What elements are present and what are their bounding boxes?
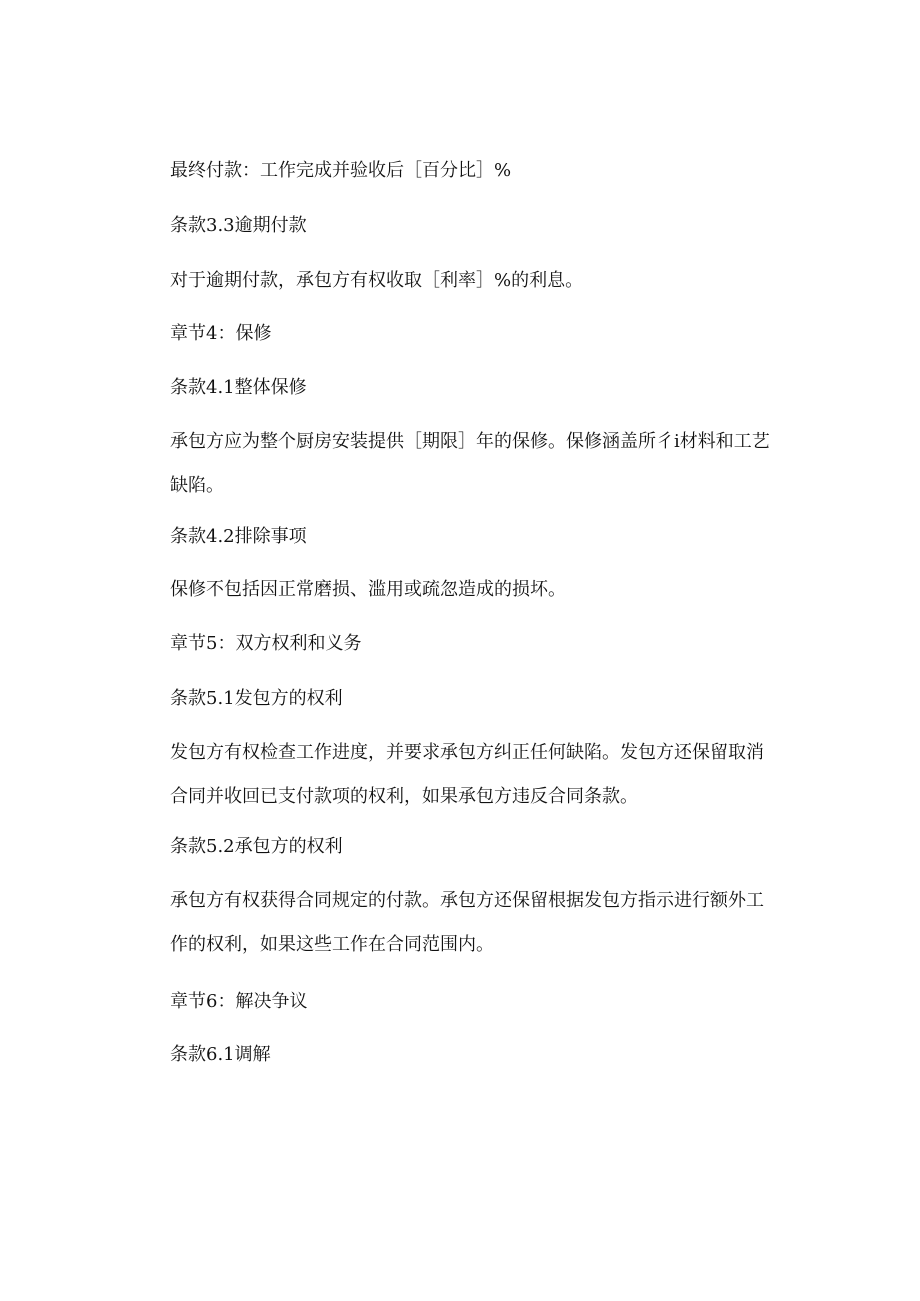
clause-3-3-heading: 条款3.3逾期付款 bbox=[170, 215, 307, 236]
clause-5-1-heading: 条款5.1发包方的权利 bbox=[170, 688, 343, 709]
clause-4-1-body: 承包方应为整个厨房安装提供［期限］年的保修。保修涵盖所彳i材料和工艺缺陷。 bbox=[170, 431, 770, 496]
chapter-5-heading: 章节5：双方权利和义务 bbox=[170, 633, 362, 654]
clause-4-1-heading: 条款4.1整体保修 bbox=[170, 377, 307, 398]
chapter-4-heading: 章节4：保修 bbox=[170, 323, 272, 344]
clause-5-2-body: 承包方有权获得合同规定的付款。承包方还保留根据发包方指示进行额外工作的权利，如果这些工作在合同范围内。 bbox=[170, 890, 764, 955]
clause-5-1-body: 发包方有权检查工作进度，并要求承包方纠正任何缺陷。发包方还保留取消合同并收回已支付款项的权利，如果承包方违反合同条款。 bbox=[170, 742, 764, 807]
clause-6-1-heading: 条款6.1调解 bbox=[170, 1044, 271, 1065]
clause-5-2-heading: 条款5.2承包方的权利 bbox=[170, 836, 343, 857]
chapter-6-heading: 章节6：解决争议 bbox=[170, 991, 308, 1012]
clause-3-3-body: 对于逾期付款，承包方有权收取［利率］%的利息。 bbox=[170, 270, 584, 291]
final-payment-line: 最终付款：工作完成并验收后［百分比］% bbox=[170, 160, 512, 181]
clause-4-2-body: 保修不包括因正常磨损、滥用或疏忽造成的损坏。 bbox=[170, 579, 566, 600]
clause-4-2-heading: 条款4.2排除事项 bbox=[170, 526, 307, 547]
